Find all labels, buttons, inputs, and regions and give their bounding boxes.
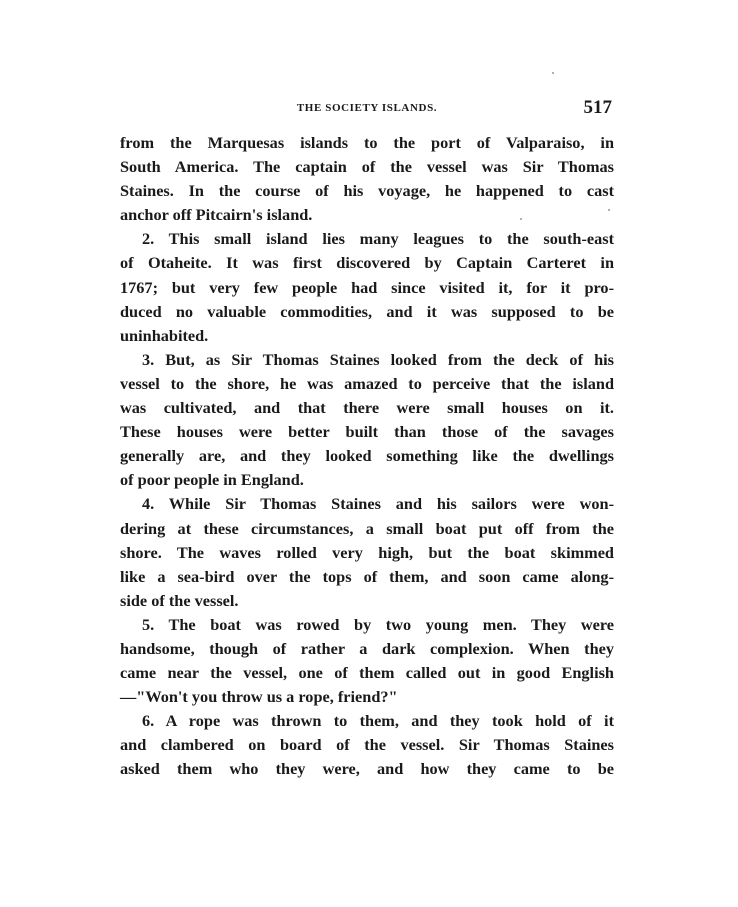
- scan-speck: [552, 72, 554, 74]
- text-line: uninhabited.: [120, 325, 209, 345]
- text-line: Staines. In the course of his voyage, he happened to cast: [120, 181, 614, 201]
- scan-speck: [608, 209, 610, 211]
- text-line: and clambered on board of the vessel. Sir Thomas Staines: [120, 735, 614, 755]
- page-number: 517: [583, 97, 612, 118]
- text-line: South America. The captain of the vessel was Sir Thomas: [120, 157, 614, 177]
- text-line: 1767; but very few people had since visited it, for it pro-: [120, 277, 614, 297]
- text-line: anchor off Pitcairn's island.: [120, 205, 313, 225]
- text-line: shore. The waves rolled very high, but the boat skimmed: [120, 542, 614, 562]
- text-line: side of the vessel.: [120, 590, 239, 610]
- text-line: vessel to the shore, he was amazed to perceive that the island: [120, 373, 614, 393]
- running-title: THE SOCIETY ISLANDS.: [296, 102, 438, 114]
- text-line: like a sea-bird over the tops of them, and soon came along-: [120, 566, 614, 586]
- page-header: [120, 98, 614, 124]
- text-line: from the Marquesas islands to the port of Valparaiso, in: [120, 133, 614, 152]
- text-line: dering at these circumstances, a small boat put off from the: [120, 518, 614, 538]
- text-line: of poor people in England.: [120, 470, 304, 490]
- text-line: came near the vessel, one of them called out in good English: [120, 663, 614, 683]
- text-line: was cultivated, and that there were small houses on it.: [120, 398, 614, 418]
- text-line: 4. While Sir Thomas Staines and his sailors were won-: [142, 494, 614, 514]
- text-line: of Otaheite. It was first discovered by Captain Carteret in: [120, 253, 614, 273]
- body-text: [120, 131, 614, 782]
- text-line: asked them who they were, and how they came to be: [120, 759, 614, 779]
- text-line: These houses were better built than those of the savages: [120, 422, 614, 442]
- text-line: —"Won't you throw us a rope, friend?": [120, 687, 398, 707]
- text-line: 5. The boat was rowed by two young men. They were: [142, 614, 614, 634]
- scan-speck: [520, 218, 522, 220]
- text-line: 2. This small island lies many leagues to the south-east: [142, 229, 614, 249]
- text-line: duced no valuable commodities, and it was supposed to be: [120, 301, 614, 321]
- text-line: 6. A rope was thrown to them, and they took hold of it: [142, 711, 614, 731]
- text-line: handsome, though of rather a dark complexion. When they: [120, 638, 614, 658]
- text-line: 3. But, as Sir Thomas Staines looked from the deck of his: [142, 349, 614, 369]
- text-line: generally are, and they looked something like the dwellings: [120, 446, 614, 466]
